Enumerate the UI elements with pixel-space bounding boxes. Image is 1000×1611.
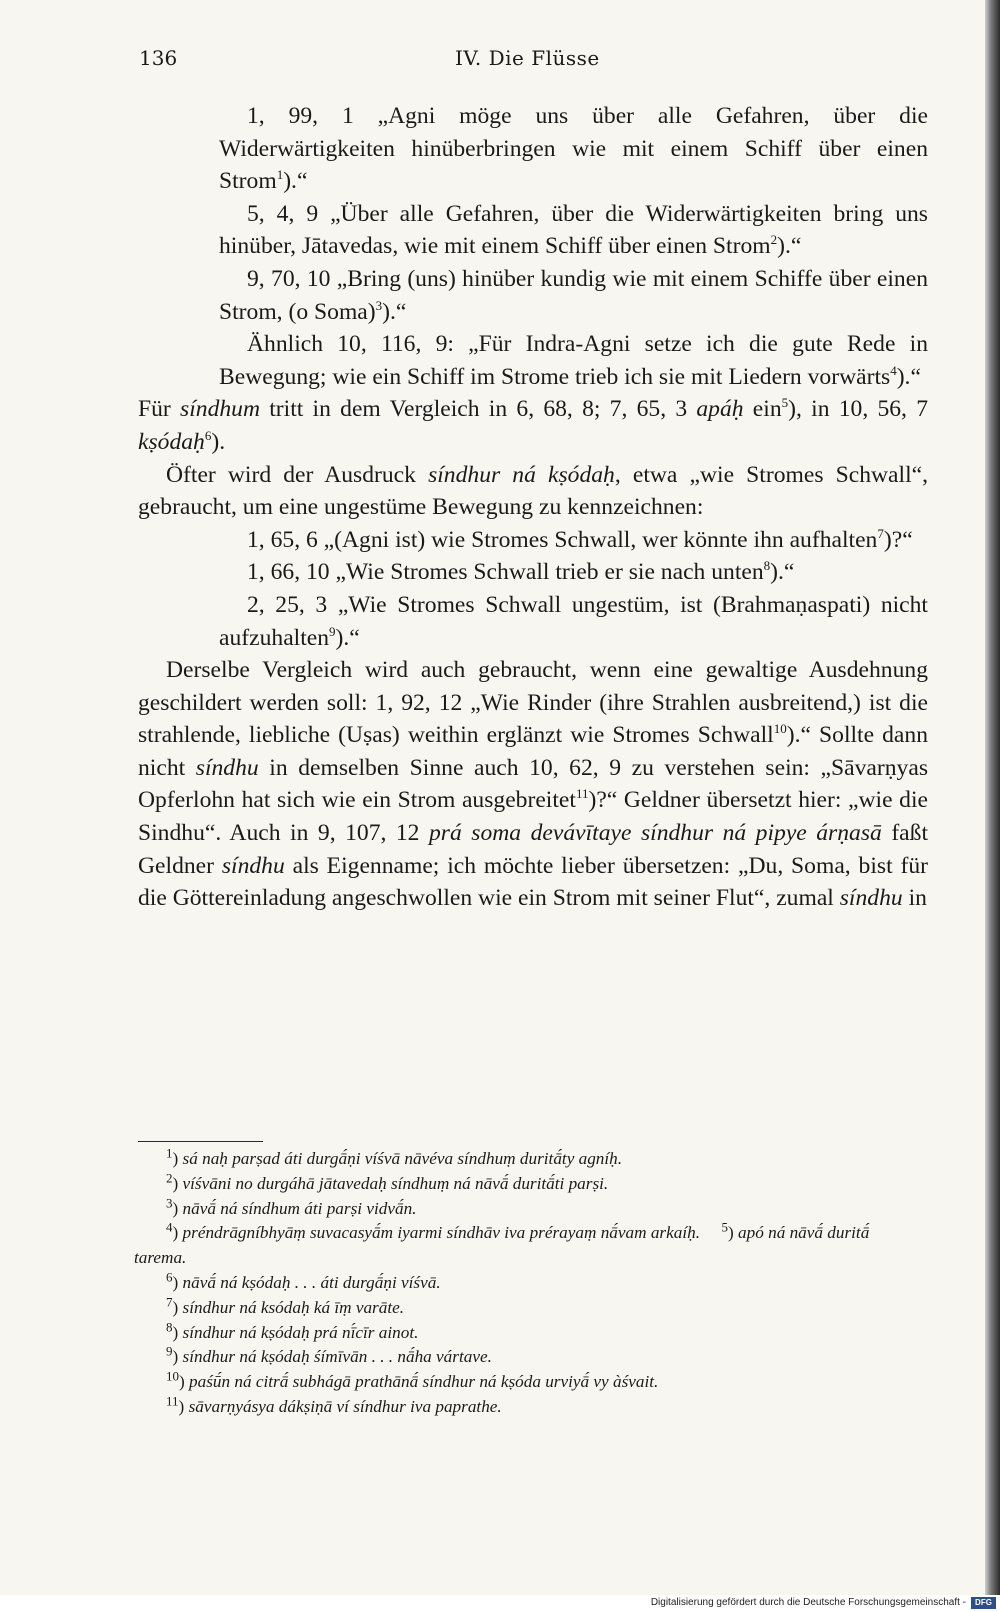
footnote-ref-6: 6 xyxy=(204,428,212,444)
quote-2-25-3: 2, 25, 3 „Wie Stromes Schwall ungestüm, ist (Brahmaṇaspati) nicht aufzuhalten$^9$).“ xyxy=(219,591,928,651)
paragraph-sindhum: Für síndhum tritt in dem Vergleich in 6, 68, 8; 7, 65, 3 apáḥ ein$^5$), in 10, 56, 7 kṣódaḥ$^6$). xyxy=(138,395,928,455)
quote-1-66-10: 1, 66, 10 „Wie Stromes Schwall trieb er sie nach unten$^8$).“ xyxy=(247,558,795,586)
footnote-ref-1: 1 xyxy=(276,167,284,183)
footnote-ref-9: 9 xyxy=(329,623,336,639)
footnote-7: $^7$) síndhur ná ksódaḥ ká īṃ varāte. xyxy=(166,1294,405,1317)
footnote-5: apó ná nāvā́ duritā́ tarema. xyxy=(134,1223,870,1268)
footnote-4: $^4$) préndrāgníbhyāṃ suvacasyā́m iyarmi síndhāv iva prérayaṃ nā́vam arkaíḥ. $^5$) apó ná nāvā́ duritā́ tarema. xyxy=(134,1219,870,1268)
footnote-ref-8: 8 xyxy=(763,558,771,574)
footnote-11: $^{11}$) sāvarṇyásya dákṣiṇā ví síndhur iva paprathe. xyxy=(166,1393,502,1416)
paragraph-stromes-schwall: Öfter wird der Ausdruck síndhur ná kṣódaḥ, etwa „wie Stromes Schwall“, gebraucht, um eine ungestüme Bewegung zu kennzeichnen: xyxy=(138,461,928,521)
footnote-ref-11: 11 xyxy=(575,786,589,802)
quote-1-65-6: 1, 65, 6 „(Agni ist) wie Stromes Schwall, wer könnte ihn aufhalten$^7$)?“ xyxy=(247,525,913,553)
footnote-ref-2: 2 xyxy=(770,232,778,248)
paragraph-ausdehnung: Derselbe Vergleich wird auch gebraucht, wenn eine gewaltige Ausdehnung geschildert werden soll: 1, 92, 12 „Wie Rinder (ihre Strahlen ausbreitend,) ist die strahlende, liebliche (Uṣas) weithin erglänzt wie Stromes Schwall$^{10}$).“ Sollte dann nicht síndhu in demselben Sinne auch 10, 62, 9 zu verstehen sein: „Sāvarṇyas Opferlohn hat sich wie ein Strom ausgebreitet$^{11}$)?“ Geldner übersetzt hier: „wie die Sindhu“. Auch in 9, 107, 12 prá soma devávītaye síndhur ná pipye árṇasā faßt Geldner síndhu als Eigenname; ich möchte lieber übersetzen: „Du, Soma, bist für die Göttereinladung angeschwollen wie ein Strom mit seiner Flut“, zumal síndhu in xyxy=(138,657,928,912)
footnote-ref-5: 5 xyxy=(781,395,789,411)
footnote-ref-3: 3 xyxy=(375,297,383,313)
footnote-ref-7: 7 xyxy=(877,525,884,541)
footnote-3: $^3$) nāvā́ ná síndhum áti parṣi vidvā́n. xyxy=(166,1194,417,1218)
running-title: IV. Die Flüsse xyxy=(455,46,600,70)
footnote-ref-10: 10 xyxy=(773,721,787,737)
footnote-9: $^9$) síndhur ná kṣódaḥ śímīvān . . . nā́ha vártave. xyxy=(166,1343,492,1367)
digitization-credit: Digitalisierung gefördert durch die Deutsche Forschungsgemeinschaft - xyxy=(650,1597,966,1608)
dfg-logo[interactable]: DFG xyxy=(971,1597,996,1609)
footnote-8: $^8$) síndhur ná kṣódaḥ prá nī́cīr ainot. xyxy=(166,1318,419,1342)
quote-5-4-9: 5, 4, 9 „Über alle Gefahren, über die Widerwärtigkeiten bring uns hinüber, Jātavedas, wie mit einem Schiff über einen Strom$^2$).“ xyxy=(219,200,928,260)
page-number: 136 xyxy=(139,46,178,70)
quote-1-99-1: 1, 99, 1 „Agni möge uns über alle Gefahren, über die Widerwärtigkeiten hinüberbringen wie mit einem Schiff über einen Strom$^1$).“ xyxy=(219,103,928,195)
footnote-6: $^6$) nāvā́ ná kṣódaḥ . . . áti durgā́ṇi víśvā. xyxy=(166,1269,441,1292)
footnote-divider xyxy=(138,1141,263,1142)
footnote-2: $^2$) víśvāni no durgáhā jātavedaḥ síndhuṃ ná nāvā́ duritā́ti parṣi. xyxy=(166,1170,609,1193)
footnote-1: $^1$) sá naḥ parṣad áti durgā́ṇi víśvā nāvéva síndhuṃ duritā́ty agníḥ. xyxy=(166,1145,623,1168)
quote-9-70-10: 9, 70, 10 „Bring (uns) hinüber kundig wie mit einem Schiffe über einen Strom, (o Soma)$^3$).“ xyxy=(219,265,928,325)
main-text xyxy=(138,100,928,915)
footnotes xyxy=(134,1147,924,1420)
quote-10-116-9: Ähnlich 10, 116, 9: „Für Indra-Agni setze ich die gute Rede in Bewegung; wie ein Schiff im Strome trieb ich sie mit Liedern vorwärts$^4$).“ xyxy=(219,331,928,390)
footnote-ref-4: 4 xyxy=(890,362,897,378)
footnote-10: $^{10}$) paśū́n ná citrā́ subhágā prathānā́ síndhur ná kṣóda urviyā́ vy àśvait. xyxy=(166,1368,659,1392)
book-spine-shadow xyxy=(985,0,1000,1595)
